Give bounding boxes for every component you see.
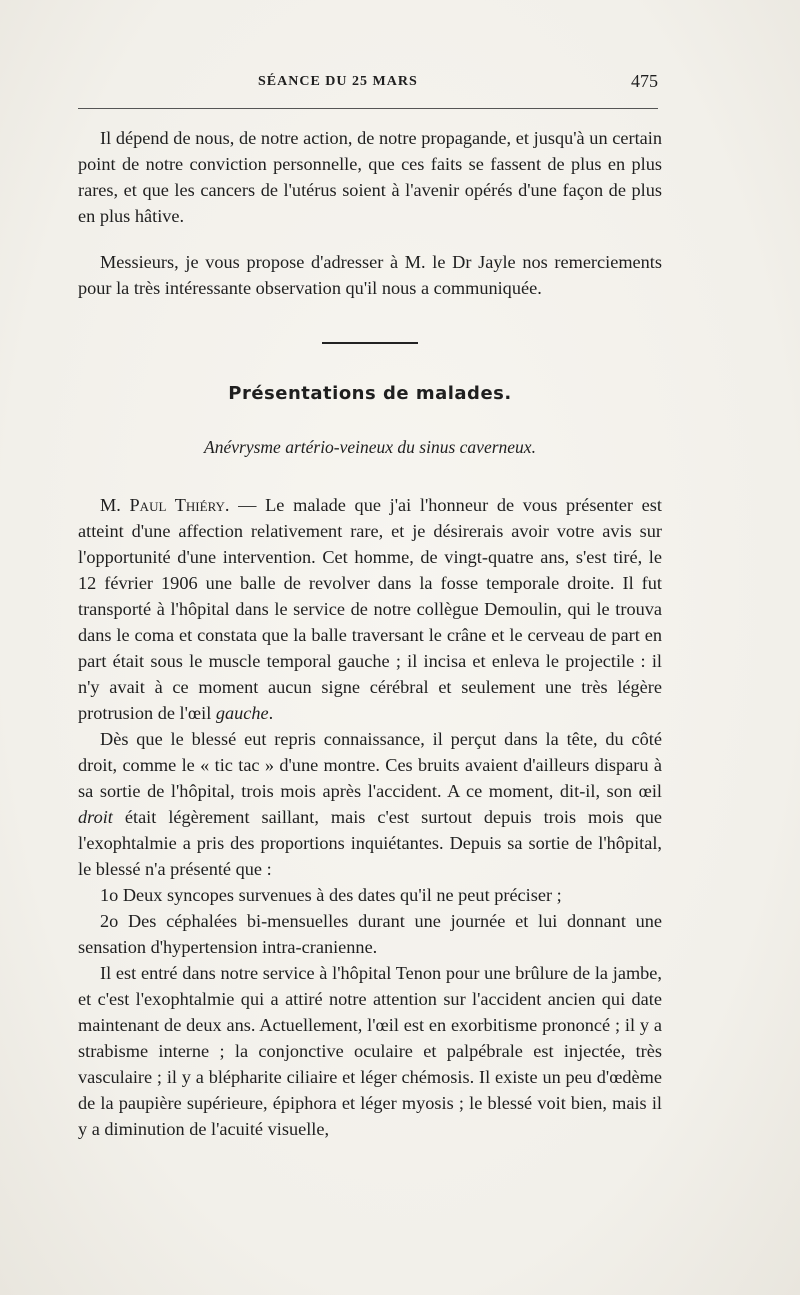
page-header	[78, 71, 658, 96]
section-separator	[322, 342, 418, 344]
list-item-cephalees: 2o Des céphalées bi-mensuelles durant une journée et lui donnant une sensation d'hypertension intra-cranienne.	[78, 911, 662, 957]
body-text	[78, 125, 662, 1142]
page-number: 475	[631, 71, 658, 91]
paragraph-history	[78, 726, 662, 882]
header-rule	[78, 108, 658, 109]
history-text-a: Dès que le blessé eut repris connaissance, il perçut dans la tête, du côté droit, comme le « tic tac » d'une montre. Ces bruits avaient d'ailleurs disparu à sa sortie de l'hôpital, trois mois après l'accident. A ce moment, dit-il, son œil	[78, 729, 662, 801]
paragraph-conclusion: Il dépend de nous, de notre action, de notre propagande, et jusqu'à un certain point de notre conviction personnelle, que ces faits se fassent de plus en plus rares, et que les cancers de l'utérus soient à l'avenir opérés d'une façon de plus en plus hâtive.	[78, 128, 662, 226]
paragraph-thanks: Messieurs, je vous propose d'adresser à M. le Dr Jayle nos remerciements pour la très intéressante observation qu'il nous a communiquée.	[78, 252, 662, 298]
paragraph-examination: Il est entré dans notre service à l'hôpital Tenon pour une brûlure de la jambe, et c'est l'exophtalmie qui a attiré notre attention sur l'accident ancien qui date maintenant de deux ans. Actuellement, l'œil est en exorbitisme prononcé ; il y a strabisme interne ; la conjonctive oculaire et palpébrale est injectée, très vasculaire ; il y a blépharite ciliaire et léger chémosis. Il existe un peu d'œdème de la paupière supérieure, épiphora et léger myosis ; le blessé voit bien, mais il y a diminution de l'acuité visuelle,	[78, 963, 662, 1139]
section-subtitle: Anévrysme artério-veineux du sinus caverneux.	[204, 437, 536, 457]
running-title: SÉANCE DU 25 MARS	[258, 74, 418, 89]
speaker-name: M. Paul Thiéry.	[100, 495, 230, 515]
presentation-text: — Le malade que j'ai l'honneur de vous présenter est atteint d'une affection relativement rare, et je désirerais avoir votre avis sur l'opportunité d'une intervention. Cet homme, de vingt-quatre ans, s'est tiré, le 12 février 1906 une balle de revolver dans la fosse temporale droite. Il fut transporté à l'hôpital dans le service de notre collègue Demoulin, qui le trouva dans le coma et constata que la balle traversant le crâne et le cerveau de part en part était sous le muscle temporal gauche ; il incisa et enleva le projectile : il n'y avait à ce moment aucun signe cérébral et seulement une très légère protrusion de l'œil	[78, 495, 662, 723]
emphasis-gauche: gauche	[215, 703, 269, 723]
section-title: Présentations de malades.	[228, 383, 512, 404]
history-text-b: était légèrement saillant, mais c'est surtout depuis trois mois que l'exophtalmie a pris des proportions inquiétantes. Depuis sa sortie de l'hôpital, le blessé n'a présenté que :	[78, 807, 662, 879]
emphasis-droit: droit	[78, 807, 113, 827]
presentation-text-end: .	[268, 703, 274, 723]
list-item-syncopes: 1o Deux syncopes survenues à des dates qu'il ne peut préciser ;	[100, 885, 562, 905]
paragraph-presentation	[78, 492, 662, 726]
